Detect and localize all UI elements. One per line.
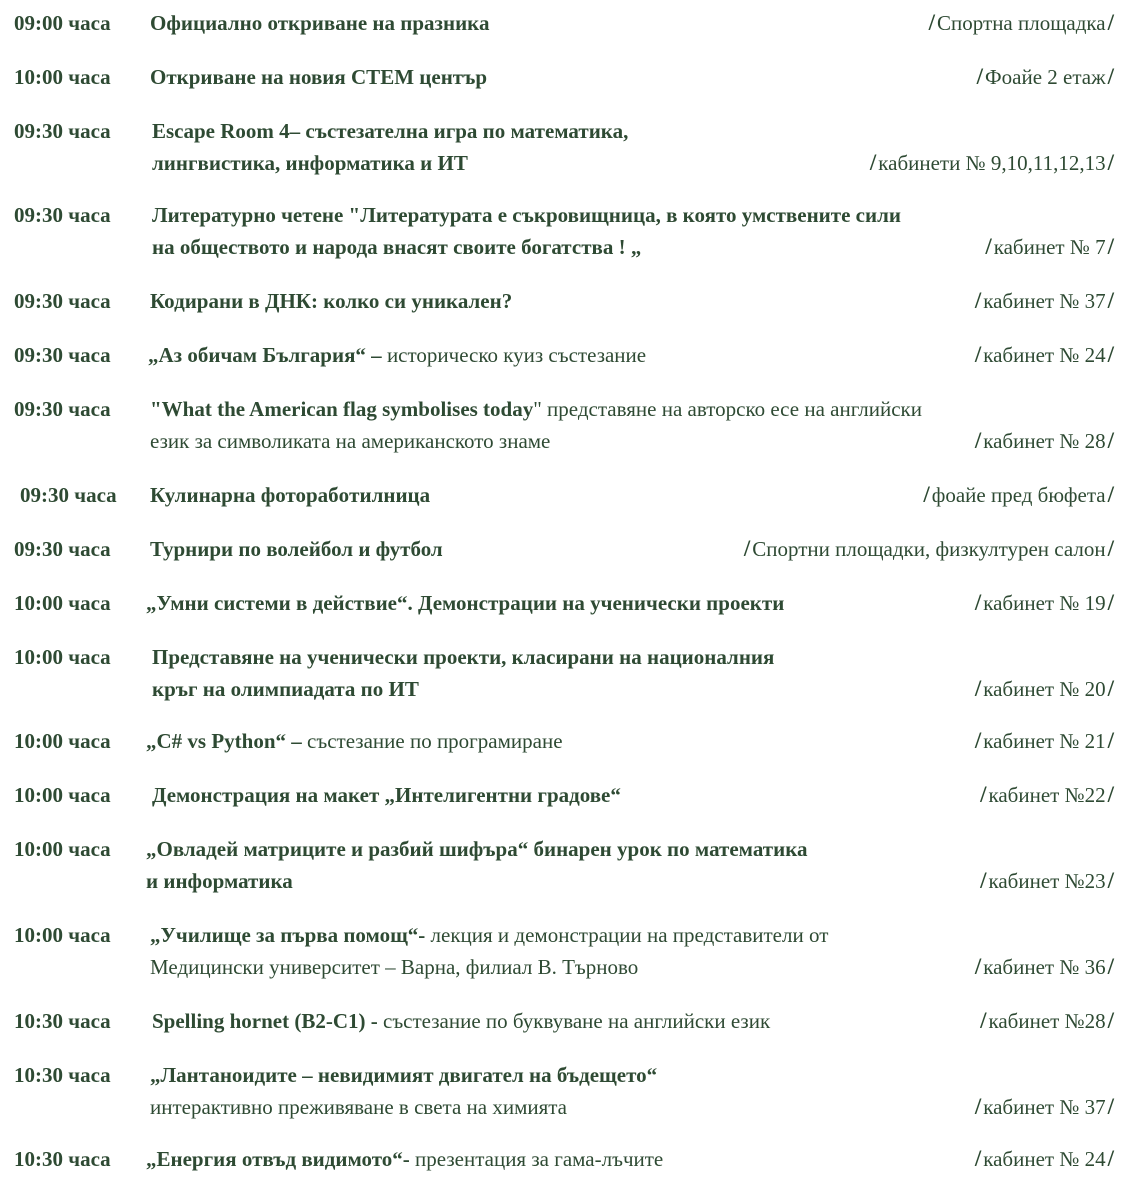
event-row <box>0 1060 1140 1124</box>
event-title-segment: Литературно четене "Литературата е съкровищница, в която умствените сили <box>152 203 901 227</box>
location-text: кабинет № 20 <box>983 677 1106 701</box>
event-time: 10:00 часа <box>14 729 111 753</box>
event-location <box>973 1144 1116 1174</box>
event-time: 10:30 часа <box>14 1063 111 1087</box>
event-location <box>978 780 1116 810</box>
event-row <box>0 920 1140 984</box>
event-title-line <box>152 674 419 704</box>
slash-separator: / <box>985 234 992 259</box>
event-title-line <box>152 780 621 810</box>
event-time: 09:30 часа <box>14 203 111 227</box>
location-text: кабинет № 19 <box>983 591 1106 615</box>
event-time: 10:30 часа <box>14 1147 111 1171</box>
event-title-line <box>150 394 922 424</box>
event-title-line <box>152 200 901 230</box>
event-title-segment: Турнири по волейбол и футбол <box>150 537 443 561</box>
event-row <box>0 394 1140 458</box>
event-title-line <box>150 534 443 564</box>
event-title-segment: кръг на олимпиадата по ИТ <box>152 677 419 701</box>
location-text: Спортни площадки, физкултурен салон <box>752 537 1106 561</box>
event-time: 09:30 часа <box>14 289 111 313</box>
event-time: 10:00 часа <box>14 783 111 807</box>
event-title-segment: състезание по програмиране <box>301 729 563 753</box>
event-title-line <box>150 1092 567 1122</box>
slash-separator: / <box>976 64 984 89</box>
event-time: 10:00 часа <box>14 65 111 89</box>
event-time: 09:00 часа <box>14 11 111 35</box>
location-text: Спортна площадка <box>937 11 1106 35</box>
event-row <box>0 642 1140 706</box>
slash-separator: / <box>974 1094 982 1119</box>
event-title-line <box>150 952 638 982</box>
slash-separator: / <box>1107 234 1114 259</box>
event-title-line <box>148 340 646 370</box>
slash-separator: / <box>974 1146 982 1171</box>
slash-separator: / <box>1107 482 1114 507</box>
event-title-segment: Представяне на ученически проекти, класирани на националния <box>152 645 775 669</box>
slash-separator: / <box>1107 954 1114 979</box>
event-location <box>973 726 1116 756</box>
slash-separator: / <box>1107 728 1114 753</box>
event-location <box>868 148 1116 178</box>
event-title-line <box>146 588 784 618</box>
event-title-segment: историческо куиз състезание <box>381 343 647 367</box>
event-location <box>983 232 1116 262</box>
event-title-segment: Демонстрация на макет „Интелигентни градове“ <box>152 783 621 807</box>
event-title-segment: „Енергия отвъд видимото“- <box>146 1147 410 1171</box>
event-location <box>973 286 1116 316</box>
slash-separator: / <box>980 868 987 893</box>
event-title-segment: лингвистика, информатика и ИТ <box>152 151 468 175</box>
slash-separator: / <box>1107 342 1114 367</box>
location-text: кабинет № 36 <box>983 955 1106 979</box>
event-title-line <box>150 426 550 456</box>
event-time: 10:00 часа <box>14 645 111 669</box>
slash-separator: / <box>974 728 982 753</box>
slash-separator: / <box>1107 868 1114 893</box>
event-location <box>973 674 1116 704</box>
location-text: кабинет № 37 <box>983 1095 1106 1119</box>
event-location <box>973 426 1116 456</box>
event-time: 09:30 часа <box>14 343 111 367</box>
slash-separator: / <box>980 782 987 807</box>
event-title-segment: "What the American flag symbolises today <box>150 397 534 421</box>
event-title-segment: Кодирани в ДНК: колко си уникален? <box>150 289 513 313</box>
event-time: 09:30 часа <box>14 119 111 143</box>
event-title-segment: интерактивно преживяване в света на химията <box>150 1095 568 1119</box>
event-title-segment: на обществото и народа внасят своите богатства ! „ <box>152 235 642 259</box>
slash-separator: / <box>974 676 982 701</box>
event-row <box>0 116 1140 180</box>
event-title-segment: лекция и демонстрации на представители от <box>425 923 829 947</box>
event-title-line <box>146 866 293 896</box>
location-text: кабинет №28 <box>988 1009 1106 1033</box>
slash-separator: / <box>1107 288 1114 313</box>
slash-separator: / <box>1107 676 1114 701</box>
event-title-segment: „Лантаноидите – невидимият двигател на бъдещето“ <box>150 1063 658 1087</box>
event-title-line <box>150 1060 657 1090</box>
event-location <box>973 340 1116 370</box>
event-title-segment: „Училище за първа помощ“- <box>150 923 426 947</box>
event-row <box>0 286 1140 318</box>
slash-separator: / <box>980 1008 987 1033</box>
event-time: 09:30 часа <box>14 397 111 421</box>
slash-separator: / <box>974 428 982 453</box>
location-text: кабинет №22 <box>988 783 1106 807</box>
event-location <box>921 480 1116 510</box>
event-location <box>975 62 1116 92</box>
location-text: кабинет №23 <box>988 869 1106 893</box>
event-time: 09:30 часа <box>20 483 117 507</box>
location-text: кабинети № 9,10,11,12,13 <box>878 151 1106 175</box>
location-text: кабинет № 37 <box>983 289 1106 313</box>
event-location <box>973 952 1116 982</box>
event-location <box>973 588 1116 618</box>
slash-separator: / <box>974 590 982 615</box>
event-title-segment: Официално откриване на празника <box>150 11 490 35</box>
event-title-segment: Кулинарна фоторабoтилница <box>150 483 431 507</box>
slash-separator: / <box>1107 536 1114 561</box>
event-row <box>0 726 1140 758</box>
event-time: 10:00 часа <box>14 837 111 861</box>
event-title-segment: Spelling hornet (B2-C1) - <box>152 1009 378 1033</box>
event-title-line <box>152 148 468 178</box>
event-location <box>978 1006 1116 1036</box>
event-title-segment: и информатика <box>146 869 293 893</box>
location-text: Фоайе 2 етаж <box>985 65 1106 89</box>
slash-separator: / <box>1107 590 1114 615</box>
event-title-segment: „Овладей матриците и разбий шифъра“ бинарен урок по математика <box>146 837 808 861</box>
event-row <box>0 834 1140 898</box>
location-text: кабинет № 21 <box>983 729 1106 753</box>
slash-separator: / <box>1107 782 1114 807</box>
event-row <box>0 1144 1140 1176</box>
event-location <box>927 8 1116 38</box>
event-title-line <box>150 480 430 510</box>
event-time: 10:00 часа <box>14 591 111 615</box>
event-title-segment: „C# vs Python“ – <box>146 729 302 753</box>
slash-separator: / <box>1107 428 1114 453</box>
event-time: 09:30 часа <box>14 537 111 561</box>
location-text: кабинет № 28 <box>983 429 1106 453</box>
event-title-line <box>150 286 512 316</box>
event-title-segment: състезание по буквуване на английски език <box>377 1009 771 1033</box>
event-title-segment: език за символиката на американското знаме <box>150 429 551 453</box>
event-title-segment: „Аз обичам България“ – <box>148 343 382 367</box>
slash-separator: / <box>974 342 982 367</box>
event-row <box>0 1006 1140 1038</box>
slash-separator: / <box>1107 1008 1114 1033</box>
event-row <box>0 780 1140 812</box>
event-title-line <box>152 642 774 672</box>
event-title-line <box>150 8 489 38</box>
event-title-line <box>152 1006 770 1036</box>
event-title-segment: Откриване на новия СТЕМ център <box>150 65 488 89</box>
event-title-segment: Медицински университет – Варна, филиал В. Търново <box>150 955 639 979</box>
event-row <box>0 8 1140 40</box>
event-row <box>0 480 1140 512</box>
location-text: кабинет № 7 <box>993 235 1106 259</box>
event-title-segment: Escape Room 4– състезателна игра по математика, <box>152 119 629 143</box>
event-title-line <box>146 834 807 864</box>
event-title-line <box>146 726 563 756</box>
slash-separator: / <box>1107 64 1114 89</box>
event-row <box>0 200 1140 264</box>
event-location <box>978 866 1116 896</box>
event-row <box>0 588 1140 620</box>
event-title-segment: „Умни системи в действие“. Демонстрации на ученически проекти <box>146 591 785 615</box>
event-title-segment: презентация за гама-лъчите <box>409 1147 664 1171</box>
slash-separator: / <box>974 288 982 313</box>
slash-separator: / <box>1107 1094 1114 1119</box>
slash-separator: / <box>1107 1146 1114 1171</box>
event-title-line <box>150 62 487 92</box>
event-row <box>0 62 1140 94</box>
event-location <box>973 1092 1116 1122</box>
event-row <box>0 340 1140 372</box>
location-text: фоайе пред бюфета <box>931 483 1106 507</box>
event-time: 10:00 часа <box>14 923 111 947</box>
event-title-line <box>146 1144 663 1174</box>
slash-separator: / <box>869 150 877 175</box>
location-text: кабинет № 24 <box>983 1147 1106 1171</box>
slash-separator: / <box>974 954 982 979</box>
slash-separator: / <box>928 10 936 35</box>
event-title-segment: " представяне на авторско есе на английски <box>533 397 922 421</box>
event-title-line <box>152 116 628 146</box>
location-text: кабинет № 24 <box>983 343 1106 367</box>
event-location <box>742 534 1116 564</box>
event-row <box>0 534 1140 566</box>
slash-separator: / <box>743 536 751 561</box>
event-title-line <box>152 232 641 262</box>
slash-separator: / <box>923 482 930 507</box>
event-time: 10:30 часа <box>14 1009 111 1033</box>
slash-separator: / <box>1107 150 1114 175</box>
event-title-line <box>150 920 828 950</box>
slash-separator: / <box>1107 10 1114 35</box>
